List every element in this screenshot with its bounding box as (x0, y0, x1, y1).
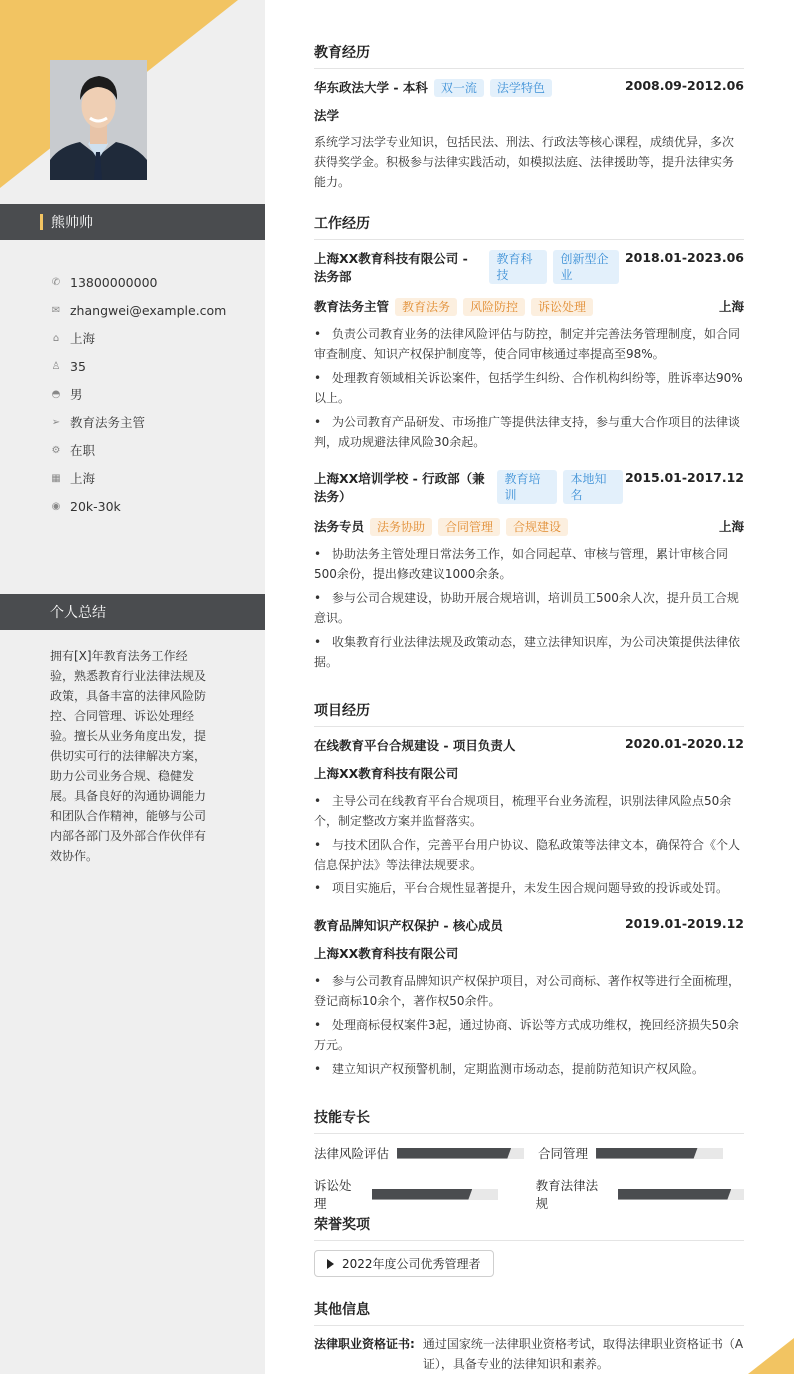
name-accent (40, 214, 43, 230)
name-header (0, 204, 265, 240)
contact-text: 男 (70, 387, 83, 402)
bullet-text: 处理商标侵权案件3起，通过协商、诉讼等方式成功维权，挽回经济损失50余万元。 (314, 1018, 739, 1052)
bullet-text: 参与公司教育品牌知识产权保护项目，对公司商标、著作权等进行全面梳理，登记商标10余个，著作权50余件。 (314, 974, 741, 1008)
bullet-text: 处理教育领域相关诉讼案件，包括学生纠纷、合作机构纠纷等，胜诉率达90%以上。 (314, 371, 743, 405)
skill-name: 合同管理 (538, 1146, 589, 1161)
project-name: 教育品牌知识产权保护 - 核心成员 (314, 918, 503, 933)
date: 2015.01-2017.12 (624, 470, 744, 485)
bullet-text: 项目实施后，平台合规性显著提升，未发生因合规问题导致的投诉或处罚。 (332, 881, 729, 895)
avatar (50, 60, 147, 180)
section-title-education: 教育经历 (314, 42, 744, 69)
contact-item (50, 324, 260, 352)
bullet-text: 参与公司合规建设，协助开展合规培训，培训员工500余人次，提升员工合规意识。 (314, 591, 739, 625)
contact-text: 上海 (70, 471, 96, 486)
skill-row (314, 1176, 744, 1212)
skill-bar-fill (397, 1148, 511, 1159)
bullet-text: 主导公司在线教育平台合规项目，梳理平台业务流程，识别法律风险点50余个，制定整改方案并监督落实。 (314, 794, 732, 828)
summary-header (0, 594, 265, 630)
tag: 本地知名 (563, 470, 623, 504)
tag: 教育科技 (489, 250, 547, 284)
skill-tag: 法务协助 (370, 518, 432, 536)
list-item: • 协助法务主管处理日常法务工作，如合同起草、审核与管理，累计审核合同500余份，提出修改建议1000余条。 (314, 547, 729, 581)
skill-name: 教育法律法规 (535, 1178, 599, 1211)
contact-item (50, 296, 260, 324)
contact-item (50, 380, 260, 408)
tag: 法学特色 (490, 79, 552, 97)
skill-bar-fill (596, 1148, 698, 1159)
sidebar (0, 0, 265, 1374)
list-item: • 收集教育行业法律法规及政策动态，建立法律知识库，为公司决策提供法律依据。 (314, 635, 741, 669)
skill-tag: 合规建设 (506, 518, 568, 536)
skill-bar-fill (372, 1189, 473, 1200)
date: 2008.09-2012.06 (624, 78, 744, 93)
contact-text: 在职 (70, 443, 96, 458)
date: 2018.01-2023.06 (624, 250, 744, 265)
section-title-honors: 荣誉奖项 (314, 1214, 744, 1241)
role: 教育法务主管 (314, 299, 390, 314)
project-header (314, 916, 744, 934)
other-text: 通过国家统一法律职业资格考试，取得法律职业资格证书（A证），具备专业的法律知识和素养。 (422, 1337, 744, 1371)
skill-bar-fill (618, 1189, 731, 1200)
section-title-skills: 技能专长 (314, 1107, 744, 1134)
company-name: 上海XX培训学校 - 行政部（兼法务） (314, 471, 485, 504)
summary-title: 个人总结 (50, 605, 106, 621)
list-item: • 处理商标侵权案件3起，通过协商、诉讼等方式成功维权，挽回经济损失50余万元。 (314, 1018, 739, 1052)
summary-text: 拥有[X]年教育法务工作经验，熟悉教育行业法律法规及政策，具备丰富的法律风险防控、合同管理、诉讼处理经验。擅长从业务角度出发，提供切实可行的法律解决方案，助力公司业务合规、稳健发展。具备良好的沟通协调能力和团队合作精神，能够与公司内部各部门及外部合作伙伴有效协作。 (50, 649, 207, 863)
section-title-other: 其他信息 (314, 1299, 744, 1326)
contact-text: 教育法务主管 (70, 415, 146, 430)
education-desc: 系统学习法学专业知识，包括民法、刑法、行政法等核心课程，成绩优异，多次获得奖学金。积极参与法律实践活动，如模拟法庭、法律援助等，提升法律实务能力。 (314, 135, 735, 189)
education-header (314, 78, 744, 97)
phone-icon: ✆ (51, 276, 61, 288)
list-item: • 与技术团队合作，完善平台用户协议、隐私政策等法律文本，确保符合《个人信息保护法》等法律法规要求。 (314, 838, 741, 872)
skill-name: 诉讼处理 (314, 1178, 352, 1211)
school-name: 华东政法大学 - 本科 (314, 80, 428, 95)
bullet-text: 与技术团队合作，完善平台用户协议、隐私政策等法律文本，确保符合《个人信息保护法》等法律法规要求。 (314, 838, 741, 872)
gear-icon: ⚙ (51, 444, 61, 456)
building-icon: ▦ (51, 472, 61, 484)
skill-row (314, 1144, 744, 1162)
corner-decoration-bottom (748, 1338, 794, 1374)
education-major-row (314, 106, 744, 124)
date: 2020.01-2020.12 (624, 736, 744, 751)
award-text: 2022年度公司优秀管理者 (342, 1257, 481, 1271)
bullet-text: 为公司教育产品研发、市场推广等提供法律支持，参与重大合作项目的法律谈判，成功规避法律风险30余起。 (314, 415, 741, 449)
list-item: • 主导公司在线教育平台合规项目，梳理平台业务流程，识别法律风险点50余个，制定整改方案并监督落实。 (314, 794, 732, 828)
list-item: • 负责公司教育业务的法律风险评估与防控，制定并完善法务管理制度，如合同审查制度、知识产权保护制度等，使合同审核通过率提高至98%。 (314, 327, 741, 361)
tag: 创新型企业 (553, 250, 619, 284)
age-icon: ♙ (51, 360, 61, 372)
job-header (314, 250, 744, 286)
city: 上海 (718, 519, 744, 534)
tag: 教育培训 (497, 470, 557, 504)
bullet-text: 收集教育行业法律法规及政策动态，建立法律知识库，为公司决策提供法律依据。 (314, 635, 741, 669)
list-item: • 建立知识产权预警机制，定期监测市场动态，提前防范知识产权风险。 (314, 1062, 705, 1076)
contact-item (50, 268, 260, 296)
company-name: 上海XX教育科技有限公司 - 法务部 (314, 251, 468, 284)
contact-item (50, 492, 260, 520)
list-item: • 参与公司教育品牌知识产权保护项目，对公司商标、著作权等进行全面梳理，登记商标10余个，著作权50余件。 (314, 974, 741, 1008)
job-role-row (314, 517, 744, 536)
mail-icon: ✉ (51, 304, 61, 316)
award-item (314, 1250, 494, 1277)
list-item: • 处理教育领域相关诉讼案件，包括学生纠纷、合作机构纠纷等，胜诉率达90%以上。 (314, 371, 743, 405)
skill-bar (397, 1148, 524, 1159)
tag: 双一流 (434, 79, 484, 97)
contact-item (50, 436, 260, 464)
skill-bar (372, 1189, 498, 1200)
list-item: • 参与公司合规建设，协助开展合规培训，培训员工500余人次，提升员工合规意识。 (314, 591, 739, 625)
skill-bar (618, 1189, 744, 1200)
home-icon: ⌂ (52, 332, 60, 344)
contact-text: 20k-30k (70, 498, 121, 514)
contact-list (50, 268, 260, 520)
section-title-work: 工作经历 (314, 213, 744, 240)
project-header (314, 736, 744, 754)
play-icon (327, 1259, 334, 1269)
skill-tag: 合同管理 (438, 518, 500, 536)
project-org-row (314, 944, 744, 962)
bullet-text: 负责公司教育业务的法律风险评估与防控，制定并完善法务管理制度，如合同审查制度、知识产权保护制度等，使合同审核通过率提高至98%。 (314, 327, 741, 361)
send-icon: ➢ (51, 416, 61, 428)
contact-text: 上海 (70, 331, 96, 346)
contact-text: 13800000000 (70, 274, 158, 290)
gender-icon: ◓ (51, 388, 61, 400)
skill-name: 法律风险评估 (314, 1146, 390, 1161)
date: 2019.01-2019.12 (624, 916, 744, 931)
other-label: 法律职业资格证书: (314, 1337, 415, 1351)
skill-tag: 诉讼处理 (531, 298, 593, 316)
contact-text: 35 (70, 358, 86, 374)
city: 上海 (718, 299, 744, 314)
project-org: 上海XX教育科技有限公司 (314, 766, 459, 781)
list-item: • 项目实施后，平台合规性显著提升，未发生因合规问题导致的投诉或处罚。 (314, 881, 729, 895)
bullet-text: 建立知识产权预警机制，定期监测市场动态，提前防范知识产权风险。 (332, 1062, 705, 1076)
project-name: 在线教育平台合规建设 - 项目负责人 (314, 738, 516, 753)
other-info-row (314, 1334, 744, 1374)
job-header (314, 470, 744, 506)
list-item: • 为公司教育产品研发、市场推广等提供法律支持，参与重大合作项目的法律谈判，成功规避法律风险30余起。 (314, 415, 741, 449)
skill-tag: 教育法务 (395, 298, 457, 316)
contact-item (50, 408, 260, 436)
role: 法务专员 (314, 519, 365, 534)
skill-tag: 风险防控 (463, 298, 525, 316)
skill-bar (596, 1148, 723, 1159)
coin-icon: ◉ (51, 500, 61, 512)
job-role-row (314, 297, 744, 316)
contact-item (50, 464, 260, 492)
contact-item (50, 352, 260, 380)
project-org: 上海XX教育科技有限公司 (314, 946, 459, 961)
project-org-row (314, 764, 744, 782)
contact-text: zhangwei@example.com (70, 302, 227, 318)
profile-name: 熊帅帅 (51, 215, 93, 231)
bullet-text: 协助法务主管处理日常法务工作，如合同起草、审核与管理，累计审核合同500余份，提出修改建议1000余条。 (314, 547, 729, 581)
major: 法学 (314, 108, 340, 123)
section-title-projects: 项目经历 (314, 700, 744, 727)
